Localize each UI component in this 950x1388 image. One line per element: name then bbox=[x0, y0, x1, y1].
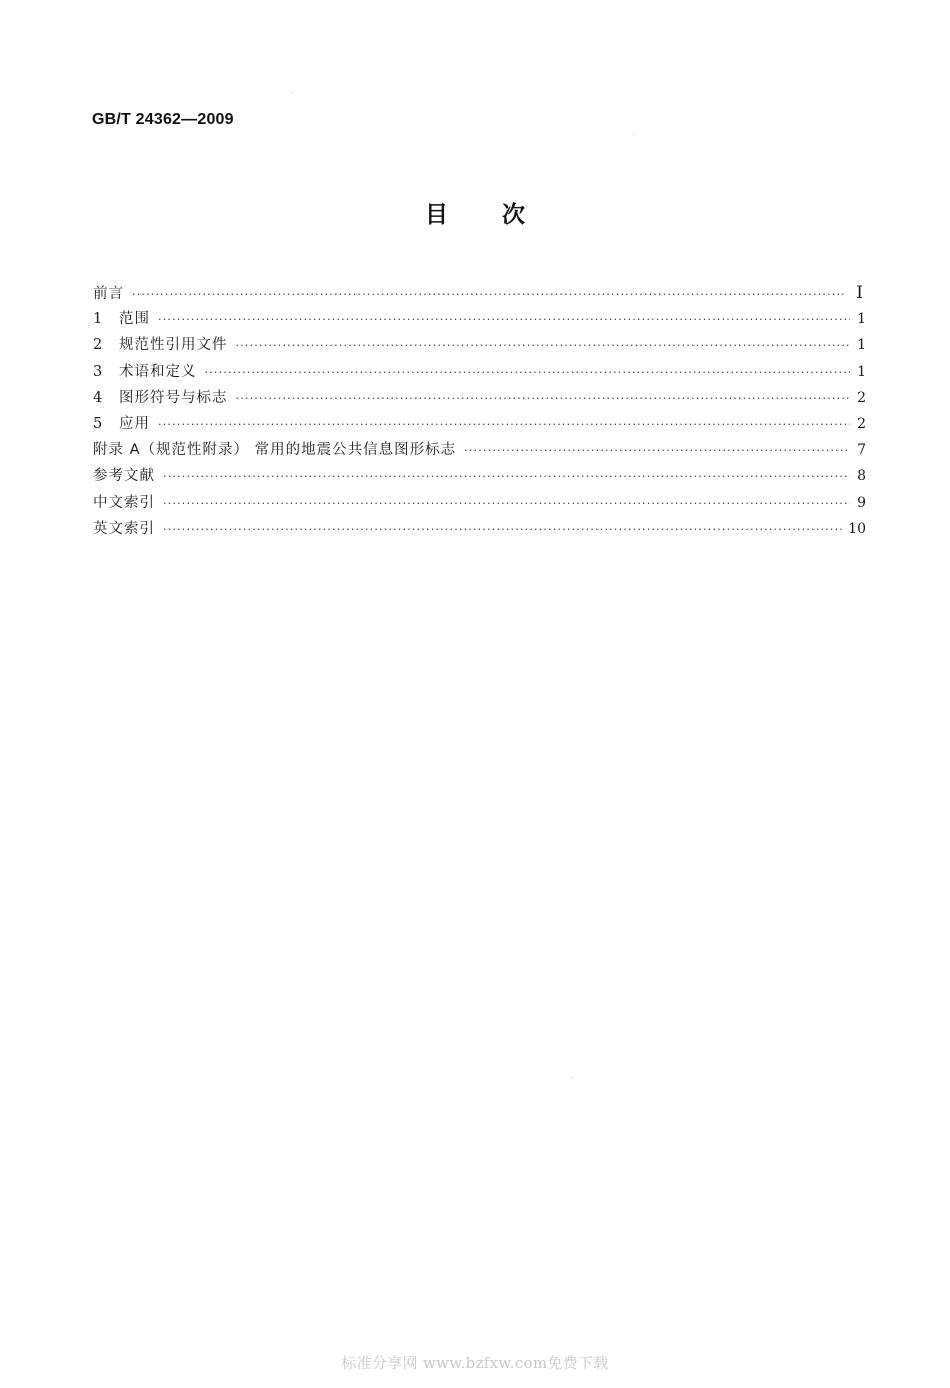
toc-entry-application[interactable] bbox=[93, 411, 866, 437]
dot-leader bbox=[163, 464, 850, 490]
toc-page-number: 1 bbox=[857, 337, 866, 354]
toc-page-number: 8 bbox=[857, 468, 866, 485]
toc-entry-graphical-symbols[interactable] bbox=[93, 385, 866, 411]
dot-leader bbox=[158, 412, 850, 438]
toc-entry-bibliography[interactable] bbox=[93, 463, 866, 489]
toc-page-number: 2 bbox=[857, 389, 866, 406]
toc-entry-scope[interactable] bbox=[93, 306, 866, 332]
toc-entry-normative-references[interactable] bbox=[93, 332, 866, 358]
watermark: 标准分享网 www.bzfxw.com免费下载 bbox=[341, 1354, 609, 1372]
scan-artifact bbox=[633, 134, 634, 135]
toc-page-number: 1 bbox=[857, 363, 866, 380]
toc-entry-label: 附录 A（规范性附录） 常用的地震公共信息图形标志 bbox=[93, 442, 457, 459]
page-title: 目次 bbox=[425, 202, 579, 228]
toc-page-number: I bbox=[856, 283, 863, 303]
toc-page-number: 7 bbox=[857, 442, 866, 459]
toc-entry-label: 图形符号与标志 bbox=[119, 389, 228, 406]
toc-section-number: 4 bbox=[93, 389, 103, 406]
table-of-contents bbox=[93, 280, 866, 542]
dot-leader bbox=[236, 386, 851, 412]
dot-leader bbox=[236, 333, 851, 359]
toc-entry-label: 英文索引 bbox=[93, 520, 155, 537]
dot-leader bbox=[158, 307, 850, 333]
standard-code: GB/T 24362—2009 bbox=[92, 111, 234, 128]
toc-section-number: 1 bbox=[93, 311, 103, 328]
toc-page-number: 2 bbox=[857, 415, 866, 432]
toc-entry-label: 术语和定义 bbox=[119, 363, 197, 380]
toc-entry-label: 中文索引 bbox=[93, 494, 155, 511]
toc-entry-label: 参考文献 bbox=[93, 468, 155, 485]
scan-artifact bbox=[571, 1077, 572, 1078]
dot-leader bbox=[163, 491, 850, 517]
dot-leader bbox=[464, 438, 850, 464]
toc-entry-label: 应用 bbox=[119, 415, 150, 432]
toc-section-number: 2 bbox=[93, 337, 103, 354]
toc-entry-label: 范围 bbox=[119, 311, 150, 328]
toc-entry-english-index[interactable] bbox=[93, 516, 866, 542]
dot-leader bbox=[132, 282, 847, 308]
toc-entry-chinese-index[interactable] bbox=[93, 490, 866, 516]
toc-entry-label: 规范性引用文件 bbox=[119, 337, 228, 354]
toc-entry-foreword[interactable] bbox=[93, 280, 866, 306]
toc-entry-terms-definitions[interactable] bbox=[93, 359, 866, 385]
toc-page-number: 1 bbox=[857, 311, 866, 328]
toc-section-number: 3 bbox=[93, 363, 103, 380]
toc-entry-label: 前言 bbox=[93, 286, 124, 302]
dot-leader bbox=[205, 360, 851, 386]
toc-page-number: 10 bbox=[848, 520, 866, 537]
toc-section-number: 5 bbox=[93, 415, 103, 432]
toc-entry-annex-a[interactable] bbox=[93, 437, 866, 463]
dot-leader bbox=[163, 517, 842, 543]
scan-artifact bbox=[292, 92, 293, 93]
toc-page-number: 9 bbox=[857, 494, 866, 511]
